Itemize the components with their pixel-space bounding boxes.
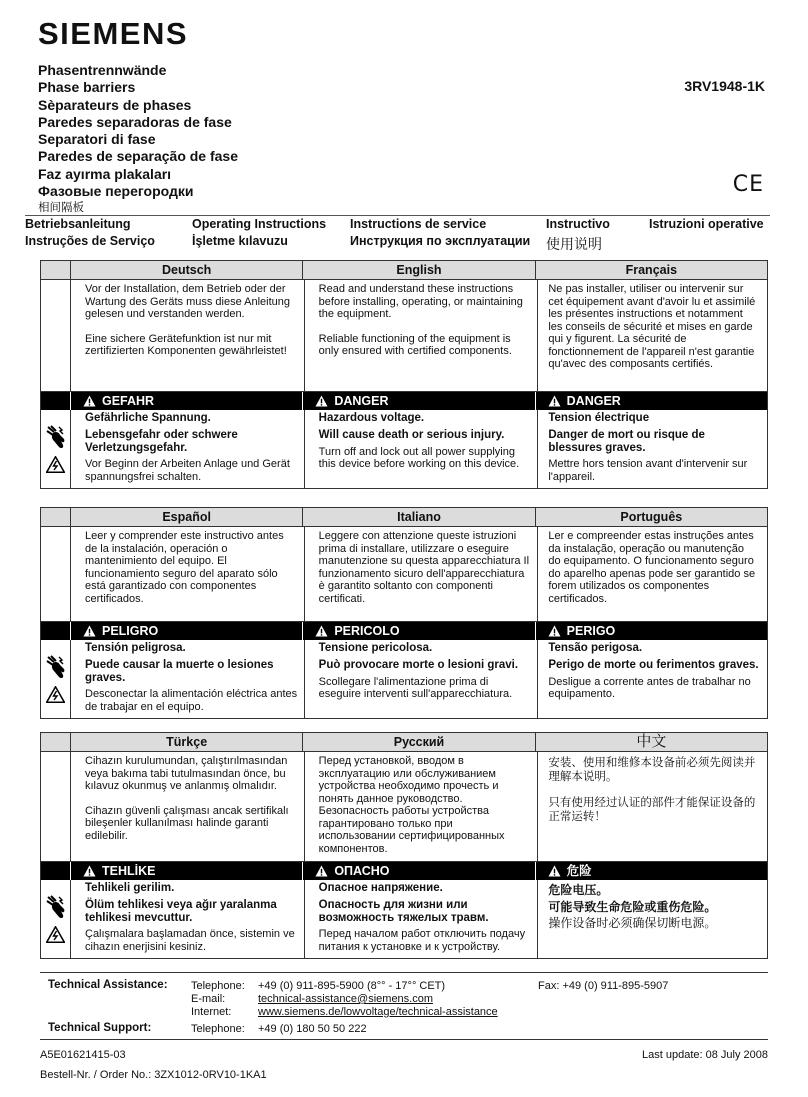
instruction-text [305,752,539,861]
fax-number: Fax: +49 (0) 911-895-5907 [538,980,669,992]
title-pt: Paredes de separação de fase [38,148,239,165]
warning-header [41,392,767,410]
action-text: Desligue a corrente antes de trabalhar no equipamento. [548,675,751,701]
hazard-text: Tensión peligrosa. [85,642,186,654]
action-text: Çalışmalara başlamadan önce, sistemin ve cihazın enerjisini kesiniz. [85,928,295,954]
warning-label [536,392,767,410]
warning-label [71,622,303,640]
hand-shock-icon [45,424,67,450]
language-heading: English [303,261,535,279]
instr-cn: 使用说明 [546,236,602,252]
warning-text [71,640,305,718]
title-tr: Faz ayırma plakaları [38,165,172,182]
instruction-paragraph: Перед установкой, вводом в эксплуатацию или обслуживанием устройства необходимо прочесть и понять данное руководство. Безопасность работы устройства гарантировано только при использовании сертифицированных компонентов. [318,755,505,855]
language-section [40,732,768,959]
instruction-paragraph: Vor der Installation, dem Betrieb oder der Wartung des Geräts muss diese Anleitung gelesen und verstanden werden. [85,283,291,320]
hazard-text: Tehlikeli gerilim. [85,882,175,894]
warning-label [303,862,535,880]
action-text: Перед началом работ отключить подачу питания к установке и к устройству. [318,928,526,954]
consequence-text: 可能导致生命危险或重伤危险。 [548,900,717,914]
hazard-text: Tensão perigosa. [548,642,643,654]
warning-body [41,410,767,488]
hazard-text: Hazardous voltage. [318,412,425,424]
ce-mark-icon: CE [732,172,764,197]
instruction-text [71,280,305,391]
action-text: Desconectar la alimentación eléctrica antes de trabajar en el equipo. [85,688,298,714]
instruction-text [305,280,539,391]
hazard-text: 危险电压。 [548,883,609,897]
title-en: Phase barriers [38,79,136,96]
title-de: Phasentrennwände [38,62,167,78]
email-key: E-mail: [191,993,226,1005]
warning-text [71,410,305,488]
doc-id: A5E01621415-03 [40,1049,126,1061]
telephone-key: Telephone: [191,980,245,992]
hazard-text: Опасное напряжение. [318,882,443,894]
title-cn: 相间隔板 [38,202,84,215]
internet-key: Internet: [191,1006,232,1018]
hand-shock-icon [45,654,67,680]
instruction-text [538,527,767,621]
warning-triangle-icon [548,865,561,877]
contact-block [40,972,768,1040]
instr-it: Istruzioni operative [649,217,764,231]
warning-label [71,392,303,410]
warning-text [538,410,767,488]
assistance-label: Technical Assistance: [48,979,168,991]
consequence-text: Опасность для жизни или возможность тяжелых травм. [318,898,489,924]
divider [25,215,770,216]
instructions-header [25,217,770,251]
section-body [41,752,767,862]
consequence-text: Perigo de morte ou ferimentos graves. [548,658,759,671]
hand-shock-icon [45,894,67,920]
consequence-text: Will cause death or serious injury. [318,428,505,441]
title-fr: Sèparateurs de phases [38,96,192,113]
support-telephone-key: Telephone: [191,1023,245,1035]
hazard-text: Tensione pericolosa. [318,642,433,654]
warning-label-text: PERICOLO [334,624,400,638]
instruction-paragraph: Leggere con attenzione queste istruzioni prima di installare, utilizzare o eseguire manutenzione su questa apparecchiatura Il funzionamento sicuro dell'apparecchiatura è garantito soltanto con componenti certificati. [318,530,530,605]
instr-en: Operating Instructions [192,217,327,231]
action-text: 操作设备时必须确保切断电源。 [548,916,717,930]
language-heading: Français [625,263,678,277]
consequence-text: Può provocare morte o lesioni gravi. [318,658,519,671]
language-section [40,507,768,719]
section-body [41,527,767,622]
language-section [40,260,768,489]
instruction-paragraph: Reliable functioning of the equipment is only ensured with certified components. [318,332,512,357]
language-heading: Türkçe [71,733,303,751]
warning-label [71,862,303,880]
instruction-paragraph: Cihazın güvenli çalışması ancak sertifikalı bileşenler kullanılması halinde garanti edilebilir. [85,804,289,842]
order-no: Bestell-Nr. / Order No.: 3ZX1012-0RV10-1KA1 [40,1069,267,1081]
warning-triangle-icon [315,395,328,407]
consequence-text: Puede causar la muerte o lesiones graves. [85,658,274,684]
siemens-logo: SIEMENS [38,16,189,51]
warning-text [538,880,767,958]
title-es: Paredes separadoras de fase [38,113,232,130]
product-titles [38,62,238,216]
warning-triangle-icon [83,865,96,877]
warning-label [536,862,767,880]
section-body [41,280,767,392]
warning-label-text: ОПАСНО [334,864,390,878]
section-header [41,261,767,280]
action-text: Turn off and lock out all power supplying this device before working on this device. [318,445,520,471]
internet-link[interactable]: www.siemens.de/lowvoltage/technical-assistance [258,1006,498,1018]
warning-label [536,622,767,640]
instruction-text [538,752,767,861]
warning-label-text: 危险 [566,864,592,878]
instruction-paragraph: Ne pas installer, utiliser ou intervenir sur cet équipement avant d'avoir lu et assimilé les présentes instructions et notamment les conseils de sécurité et mises en garde qui y figurent. La sécurité de fonctionnement de l'appareil n'est garantie qu'avec des composants certifiés. [548,283,756,370]
warning-label-text: DANGER [566,394,621,408]
instruction-paragraph: Ler e compreender estas instruções antes da instalação, operação ou manutenção do equipamento. O funcionamento seguro do aparelho apenas pode ser garantido se forem utilizados os componentes certificados. [548,530,756,605]
instr-tr: İşletme kılavuzu [192,234,288,248]
warning-text [305,410,539,488]
warning-label-text: PERIGO [566,624,616,638]
title-it: Separatori di fase [38,131,156,148]
warning-text [305,640,539,718]
action-text: Mettre hors tension avant d'intervenir sur l'appareil. [548,458,748,484]
section-header [41,733,767,752]
language-heading: 中文 [636,733,667,750]
consequence-text: Lebensgefahr oder schwere Verletzungsgefahr. [85,428,238,454]
electric-hazard-icon [46,926,65,943]
action-text: Vor Beginn der Arbeiten Anlage und Gerät spannungsfrei schalten. [85,458,290,484]
electric-hazard-icon [46,456,65,473]
instr-ru: Инструкция по эксплуатации [350,234,531,248]
hazard-text: Tension électrique [548,412,650,424]
order-number: 3RV1948-1K [684,78,765,94]
warning-text [305,880,539,958]
warning-text [538,640,767,718]
warning-body [41,640,767,718]
language-heading: Español [71,508,303,526]
instruction-text [538,280,767,391]
warning-label [303,392,535,410]
email-link[interactable]: technical-assistance@siemens.com [258,993,434,1005]
language-heading: Deutsch [71,261,303,279]
instruction-text [71,527,305,621]
support-phone: +49 (0) 180 50 50 222 [258,1023,367,1035]
instruction-text [71,752,305,861]
action-text: Scollegare l'alimentazione prima di eseguire interventi sull'apparecchiatura. [318,675,513,701]
warning-triangle-icon [83,395,96,407]
instruction-paragraph: 只有使用经过认证的部件才能保证设备的正常运转！ [548,795,756,823]
consequence-text: Danger de mort ou risque de blessures graves. [548,428,705,454]
language-heading: Português [620,510,683,524]
warning-triangle-icon [83,625,96,637]
section-header [41,508,767,527]
instr-fr: Instructions de service [350,217,487,231]
instruction-paragraph: Cihazın kurulumundan, çalıştırılmasından veya bakıma tabi tutulmasından önce, bu kılavuz okunmuş ve anlanmış olmalıdır. [85,755,288,792]
warning-label-text: PELIGRO [102,624,159,638]
electric-hazard-icon [46,686,65,703]
hazard-text: Gefährliche Spannung. [85,412,211,424]
instruction-paragraph: 安装、使用和维修本设备前必须先阅读并理解本说明。 [548,755,756,783]
last-update: Last update: 08 July 2008 [642,1049,768,1061]
warning-triangle-icon [548,625,561,637]
consequence-text: Ölüm tehlikesi veya ağır yaralanma tehlikesi mevcuttur. [85,898,277,924]
assistance-phone: +49 (0) 911-895-5900 (8°° - 17°° CET) [258,980,446,992]
instr-es: Instructivo [546,217,610,231]
warning-label-text: GEFAHR [102,394,155,408]
warning-triangle-icon [315,625,328,637]
warning-triangle-icon [315,865,328,877]
warning-label-text: TEHLİKE [102,864,156,878]
support-label: Technical Support: [48,1022,152,1034]
warning-text [71,880,305,958]
warning-body [41,880,767,958]
warning-label-text: DANGER [334,394,389,408]
title-ru: Фазовые перегородки [38,183,194,200]
instr-pt: Instruções de Serviço [25,234,155,248]
language-heading: Italiano [303,508,535,526]
warning-triangle-icon [548,395,561,407]
warning-header [41,862,767,880]
instruction-paragraph: Leer y comprender este instructivo antes de la instalación, operación o mantenimiento del equipo. El funcionamiento seguro del aparato sólo está garantizado con componentes certificados. [85,530,284,605]
warning-label [303,622,535,640]
language-heading: Русский [303,733,535,751]
instruction-text [305,527,539,621]
instr-de: Betriebsanleitung [25,217,131,231]
instruction-paragraph: Read and understand these instructions before installing, operating, or maintaining the equipment. [318,283,523,320]
warning-header [41,622,767,640]
instruction-paragraph: Eine sichere Gerätefunktion ist nur mit zertifizierten Komponenten gewährleistet! [85,332,287,357]
